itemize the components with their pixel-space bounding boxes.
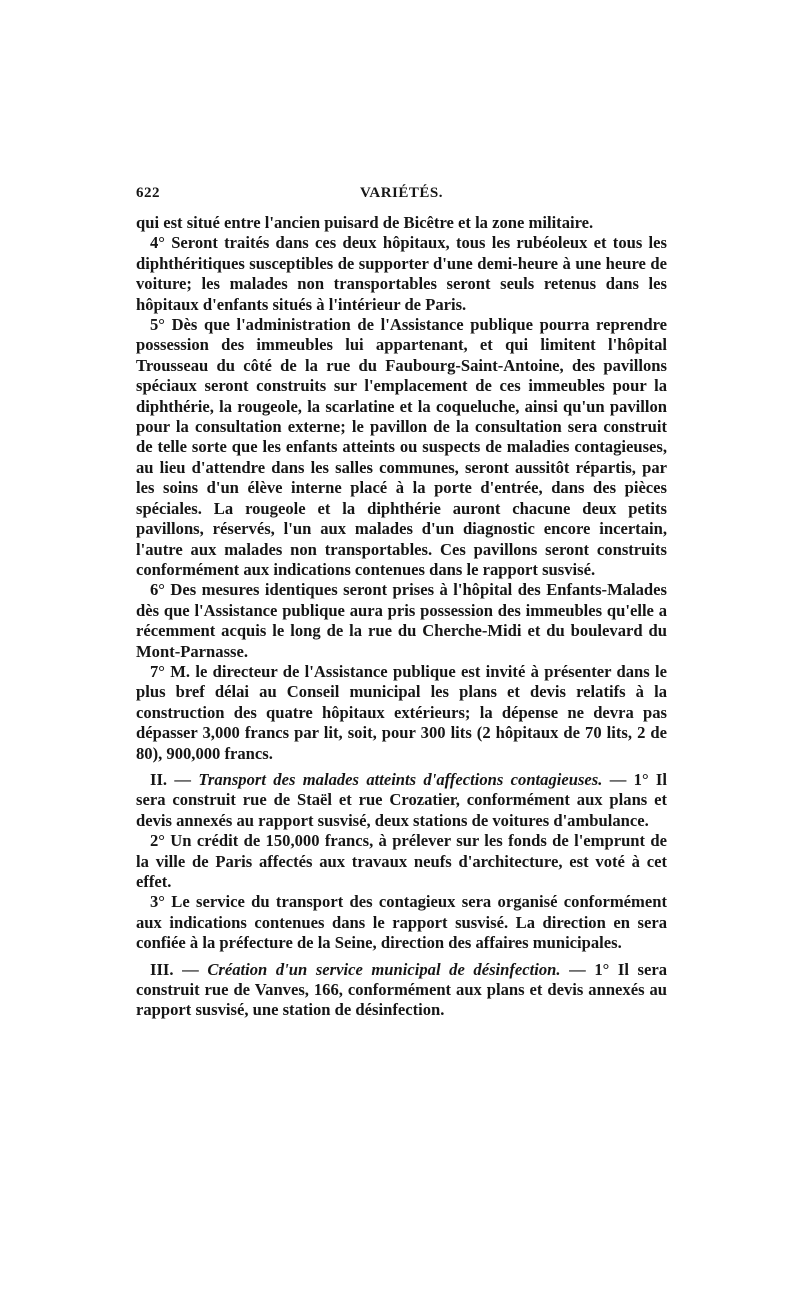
paragraph-item-6: 6° Des mesures identiques seront prises à l'hôpital des Enfants-Malades dès que l'Assistance publique aura pris possession des immeubles qu'elle a récemment acquis le long de la rue du Cherche-Midi et du boulevard du Mont-Parnasse. (136, 580, 667, 661)
section-2-item-3: 3° Le service du transport des contagieux sera organisé conformément aux indications contenues dans le rapport susvisé. La direction en sera confiée à la préfecture de la Seine, direction des affaires municipales. (136, 892, 667, 953)
section-2-paragraph (136, 770, 667, 831)
book-page (136, 185, 667, 1021)
page-header (136, 185, 667, 211)
paragraph-item-7: 7° M. le directeur de l'Assistance publique est invité à présenter dans le plus bref délai au Conseil municipal les plans et devis relatifs à la construction des quatre hôpitaux extérieurs; la dépense ne devra pas dépasser 3,000 francs par lit, soit, pour 300 lits (2 hôpitaux de 70 lits, 2 de 80), 900,000 francs. (136, 661, 667, 763)
section-3-number: III. — (150, 959, 199, 979)
section-3-title: Création d'un service municipal de désinfection. (207, 959, 561, 979)
section-2-title: Transport des malades atteints d'affections contagieuses. (198, 769, 603, 789)
section-3-text: — 1° Il sera construit rue de Vanves, 166, conformément aux plans et devis annexés au rapport susvisé, une station de désinfection. (136, 959, 668, 1020)
page-number: 622 (136, 185, 160, 201)
running-title: VARIÉTÉS. (359, 185, 443, 201)
paragraph-continuation: qui est situé entre l'ancien puisard de Bicêtre et la zone militaire. (136, 213, 594, 232)
paragraph-item-4: 4° Seront traités dans ces deux hôpitaux, tous les rubéoleux et tous les diphthéritiques susceptibles de supporter d'une demi-heure à une heure de voiture; les malades non transportables seront seuls retenus dans les hôpitaux d'enfants situés à l'intérieur de Paris. (136, 233, 667, 314)
paragraph-item-5: 5° Dès que l'administration de l'Assistance publique pourra reprendre possession des immeubles lui appartenant, et qui limitent l'hôpital Trousseau du côté de la rue du Faubourg-Saint-Antoine, des pavillons spéciaux seront construits sur l'emplacement de ces immeubles pour la diphthérie, la rougeole, la scarlatine et la coqueluche, ainsi qu'un pavillon pour la consultation externe; le pavillon de la consultation sera construit de telle sorte que les enfants atteints ou suspects de maladies contagieuses, au lieu d'attendre dans les salles communes, seront aussitôt répartis, par les soins d'un élève interne placé à la porte d'entrée, dans des pièces spéciales. La rougeole et la diphthérie auront chacune deux petits pavillons, réservés, l'un aux malades d'un diagnostic encore incertain, l'autre aux malades non transportables. Ces pavillons seront construits conformément aux indications contenues dans le rapport susvisé. (136, 315, 667, 579)
section-2-item-2: 2° Un crédit de 150,000 francs, à prélever sur les fonds de l'emprunt de la ville de Paris affectés aux travaux neufs d'architecture, est voté à cet effet. (136, 831, 667, 891)
section-2-text: — 1° Il sera construit rue de Staël et rue Crozatier, conformément aux plans et devis annexés au rapport susvisé, deux stations de voitures d'ambulance. (136, 769, 667, 830)
section-3-paragraph (136, 960, 667, 1021)
body-text (136, 213, 667, 1021)
section-2-number: II. — (150, 769, 191, 789)
